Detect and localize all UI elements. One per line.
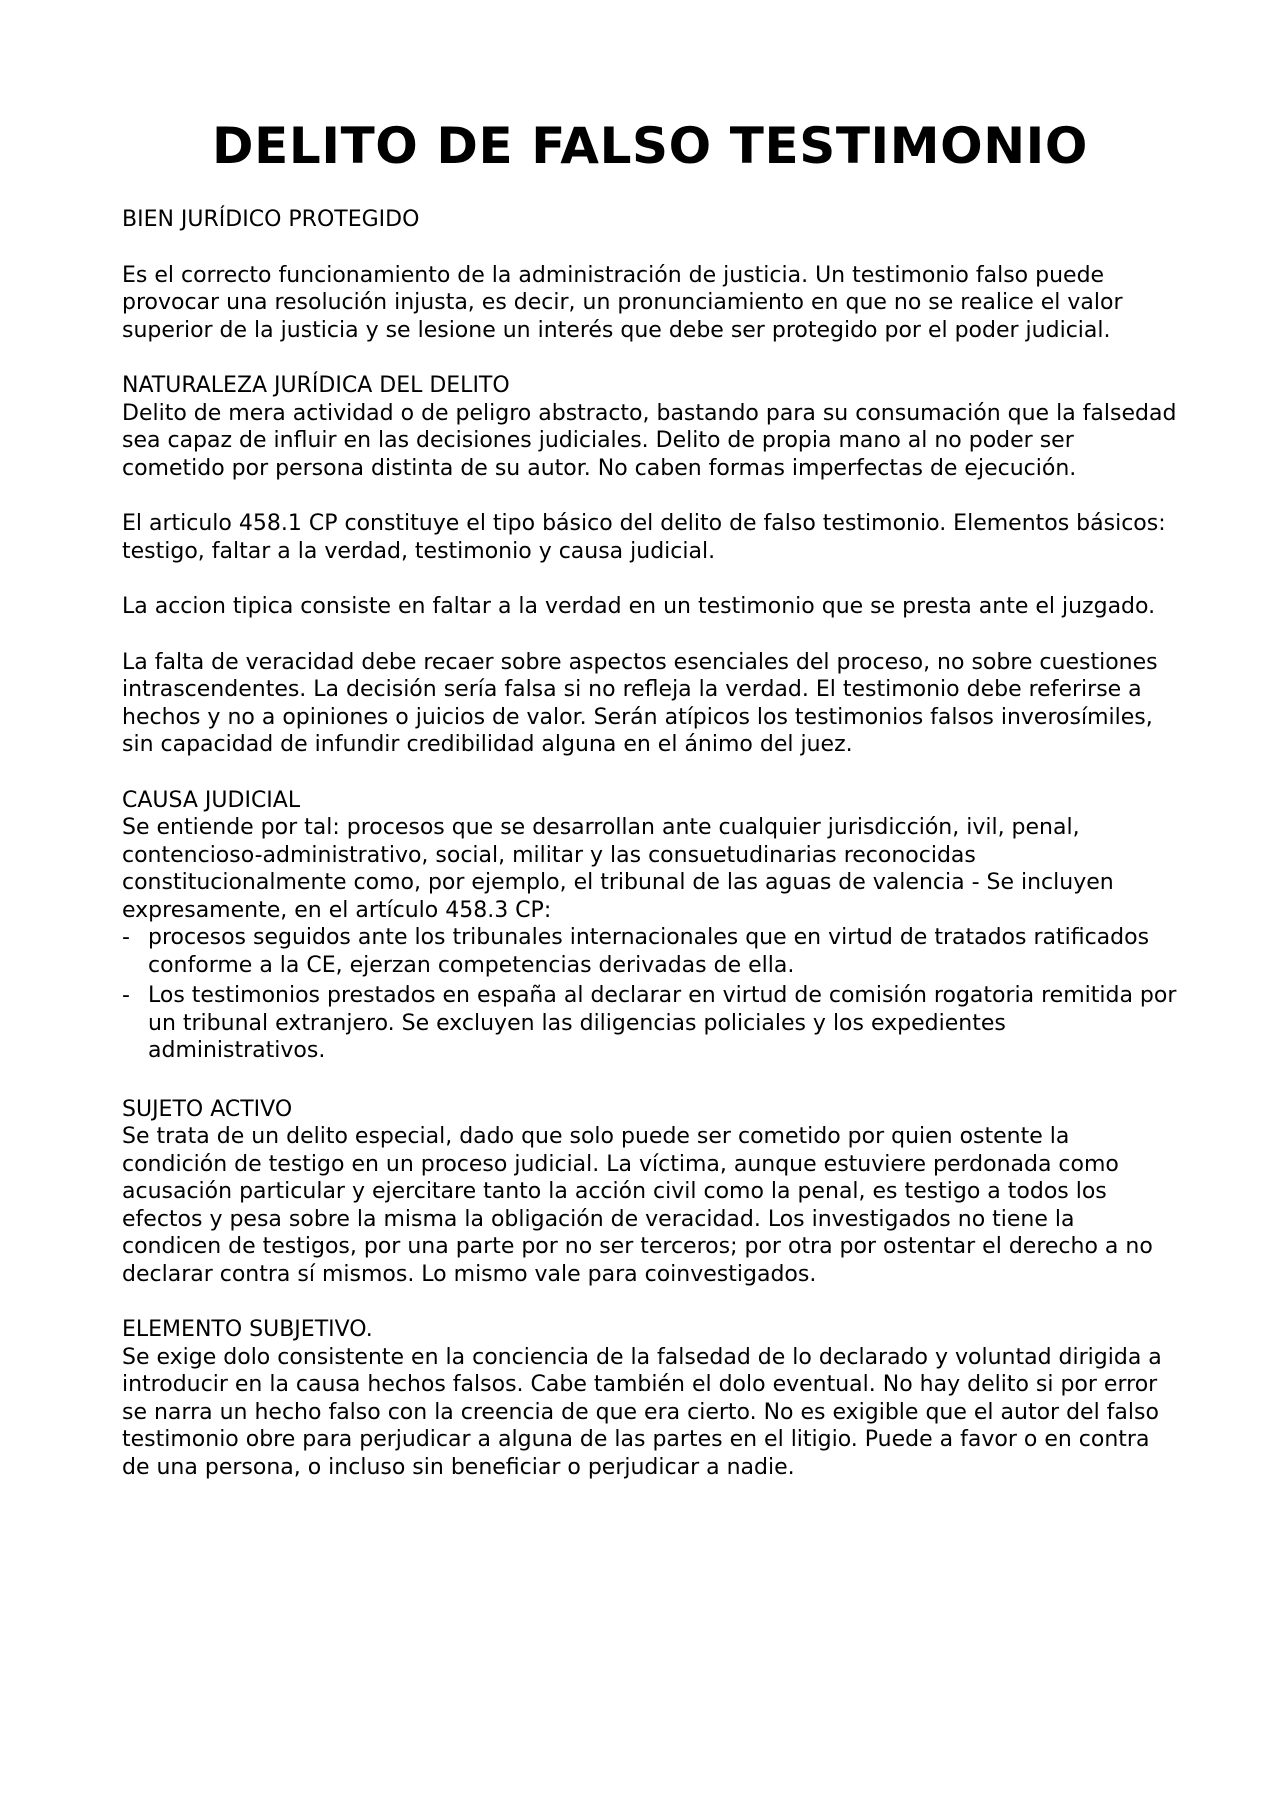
- paragraph-bien-juridico: Es el correcto funcionamiento de la administración de justicia. Un testimonio falso puede provocar una resolución injusta, es decir, un pronunciamiento en que no se realice el valor superior de la justicia y se lesione un interés que debe ser protegido por el poder judicial.: [122, 262, 1123, 343]
- paragraph-sujeto-activo: Se trata de un delito especial, dado que solo puede ser cometido por quien ostente la condición de testigo en un proceso judicial. La víctima, aunque estuviere perdonada como acusación particular y ejercitare tanto la acción civil como la penal, es testigo a todos los efectos y pesa sobre la misma la obligación de veracidad. Los investigados no tiene la condicen de testigos, por una parte por no ser terceros; por otra por ostentar el derecho a no declarar contra sí mismos. Lo mismo vale para coinvestigados.: [122, 1124, 1153, 1287]
- section-heading-causa-judicial: CAUSA JUDICIAL: [122, 787, 301, 813]
- paragraph-gap: [122, 482, 1178, 510]
- document-page: [122, 116, 1178, 1481]
- causa-judicial-list: [122, 924, 1178, 1065]
- paragraph-gap: [122, 344, 1178, 372]
- paragraph-gap: [122, 759, 1178, 787]
- section-heading-naturaleza: NATURALEZA JURÍDICA DEL DELITO: [122, 373, 510, 398]
- paragraph-gap: [122, 565, 1178, 593]
- bullet-dash-marker: -: [122, 925, 130, 950]
- paragraph-veracidad: La falta de veracidad debe recaer sobre aspectos esenciales del proceso, no sobre cuestiones intrascendentes. La decisión sería falsa si no refleja la verdad. El testimonio debe referirse a hechos y no a opiniones o juicios de valor. Serán atípicos los testimonios falsos inverosímiles, sin capacidad de infundir credibilidad alguna en el ánimo del juez.: [122, 649, 1158, 757]
- paragraph-articulo: El articulo 458.1 CP constituye el tipo básico del delito de falso testimonio. Elementos básicos: testigo, faltar a la verdad, testimonio y causa judicial.: [122, 511, 1166, 564]
- list-item-text: procesos seguidos ante los tribunales internacionales que en virtud de tratados ratificados conforme a la CE, ejerzan competencias derivadas de ella.: [148, 925, 1150, 978]
- paragraph-gap: [122, 234, 1178, 262]
- section-heading-sujeto-activo: SUJETO ACTIVO: [122, 1096, 293, 1122]
- list-item: [122, 982, 1178, 1065]
- paragraph-gap: [122, 621, 1178, 649]
- paragraph-naturaleza: Delito de mera actividad o de peligro abstracto, bastando para su consumación que la falsedad sea capaz de influir en las decisiones judiciales. Delito de propia mano al no poder ser cometido por persona distinta de su autor. No caben formas imperfectas de ejecución.: [122, 400, 1177, 481]
- paragraph-elemento-subjetivo: Se exige dolo consistente en la conciencia de la falsedad de lo declarado y voluntad dirigida a introducir en la causa hechos falsos. Cabe también el dolo eventual. No hay delito si por error se narra un hecho falso con la creencia de que era cierto. No es exigible que el autor del falso testimonio obre para perjudicar a alguna de las partes en el litigio. Puede a favor o en contra de una persona, o incluso sin beneficiar o perjudicar a nadie.: [122, 1344, 1162, 1480]
- document-title: DELITO DE FALSO TESTIMONIO: [212, 117, 1088, 175]
- paragraph-gap: [122, 1068, 1178, 1096]
- paragraph-gap: [122, 1288, 1178, 1316]
- list-item-text: Los testimonios prestados en españa al declarar en virtud de comisión rogatoria remitida por un tribunal extranjero. Se excluyen las diligencias policiales y los expedientes administrativos.: [148, 983, 1177, 1063]
- section-heading-elemento-subjetivo: ELEMENTO SUBJETIVO.: [122, 1317, 373, 1342]
- section-heading-bien-juridico: BIEN JURÍDICO PROTEGIDO: [122, 207, 420, 232]
- paragraph-accion: La accion tipica consiste en faltar a la verdad en un testimonio que se presta ante el juzgado.: [122, 594, 1156, 619]
- paragraph-causa-judicial: Se entiende por tal: procesos que se desarrollan ante cualquier jurisdicción, ivil, penal, contencioso-administrativo, social, militar y las consuetudinarias reconocidas constitucionalmente como, por ejemplo, el tribunal de las aguas de valencia - Se incluyen expresamente, en el artículo 458.3 CP:: [122, 815, 1114, 923]
- list-item: [122, 924, 1178, 979]
- bullet-dash-marker: -: [122, 983, 130, 1008]
